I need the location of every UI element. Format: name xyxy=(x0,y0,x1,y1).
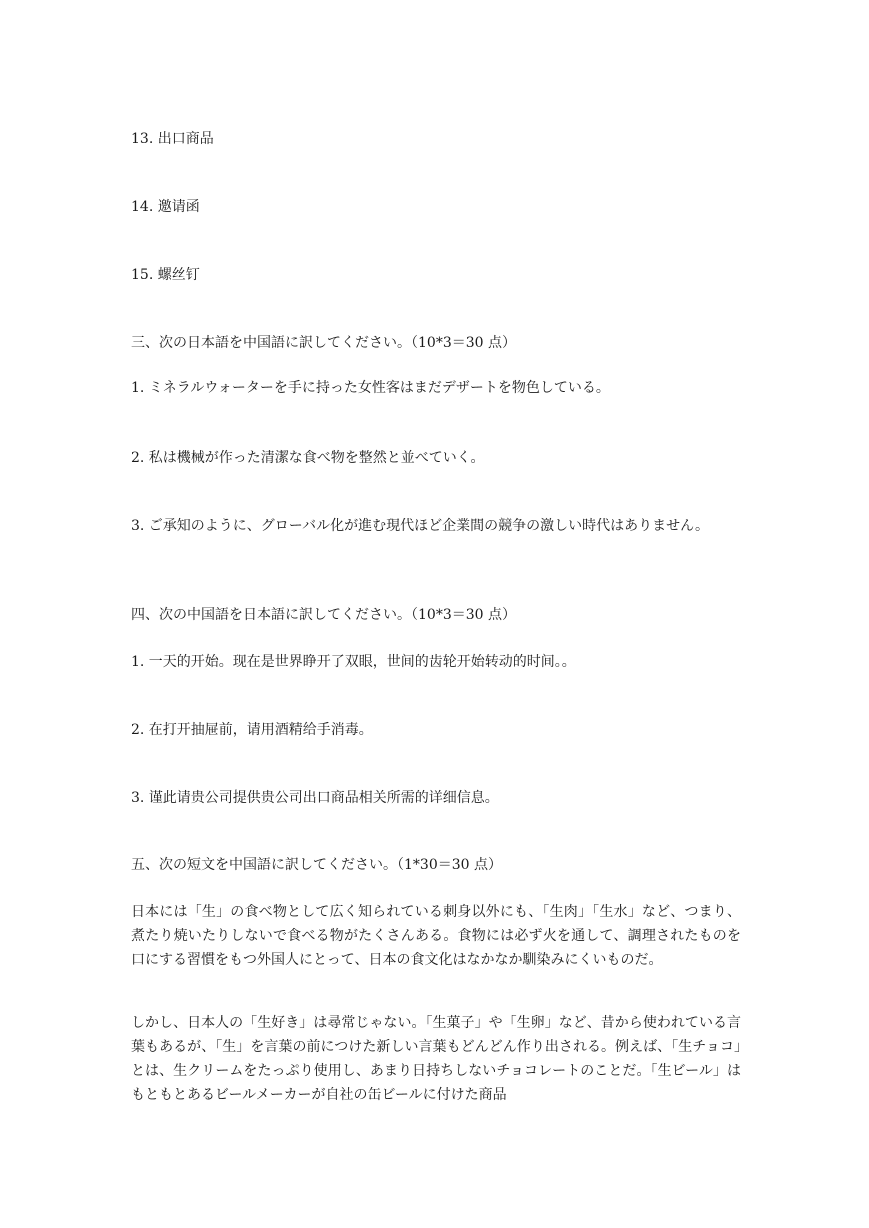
section-4-item-3: 3. 谨此请贵公司提供贵公司出口商品相关所需的详细信息。 xyxy=(131,790,499,806)
section-3-heading: 三、次の日本語を中国語に訳してください。（10*3＝30 点） xyxy=(131,335,516,351)
section-3-item-3: 3. ご承知のように、グローバル化が進む現代ほど企業間の競争の激しい時代はありません。 xyxy=(131,518,709,534)
section-3-item-1: 1. ミネラルウォーターを手に持った女性客はまだデザートを物色している。 xyxy=(131,380,610,396)
section-4-item-2: 2. 在打开抽屉前，请用酒精给手消毒。 xyxy=(131,722,373,738)
section-5-heading: 五、次の短文を中国語に訳してください。（1*30＝30 点） xyxy=(131,857,502,873)
section-3-item-2: 2. 私は機械が作った清潔な食べ物を整然と並べていく。 xyxy=(131,450,485,466)
section-4-heading: 四、次の中国語を日本語に訳してください。（10*3＝30 点） xyxy=(131,607,516,623)
section-4-item-1: 1. 一天的开始。现在是世界睁开了双眼，世间的齿轮开始转动的时间。。 xyxy=(131,654,576,670)
section-5-paragraph-1: 日本には「生」の食べ物として広く知られている刺身以外にも、「生肉」「生水」など、つまり、煮たり焼いたりしないで食べる物がたくさんある。食物には必ず火を通して、調理されたものを口にする習慣をもつ外国人にとって、日本の食文化はなかなか馴染みにくいものだ。 xyxy=(131,904,741,968)
section-5-paragraph-2: しかし、日本人の「生好き」は尋常じゃない。「生菓子」や「生卵」など、昔から使われている言葉もあるが、「生」を言葉の前につけた新しい言葉もどんどん作り出される。例えば、「生チョコ」とは、生クリームをたっぷり使用し、あまり日持ちしないチョコレートのことだ。「生ビール」はもともとあるビールメーカーが自社の缶ビールに付けた商品 xyxy=(131,1015,741,1103)
vocab-item-13: 13. 出口商品 xyxy=(131,131,214,147)
vocab-item-15: 15. 螺丝钉 xyxy=(131,267,200,283)
vocab-item-14: 14. 邀请函 xyxy=(131,199,200,215)
